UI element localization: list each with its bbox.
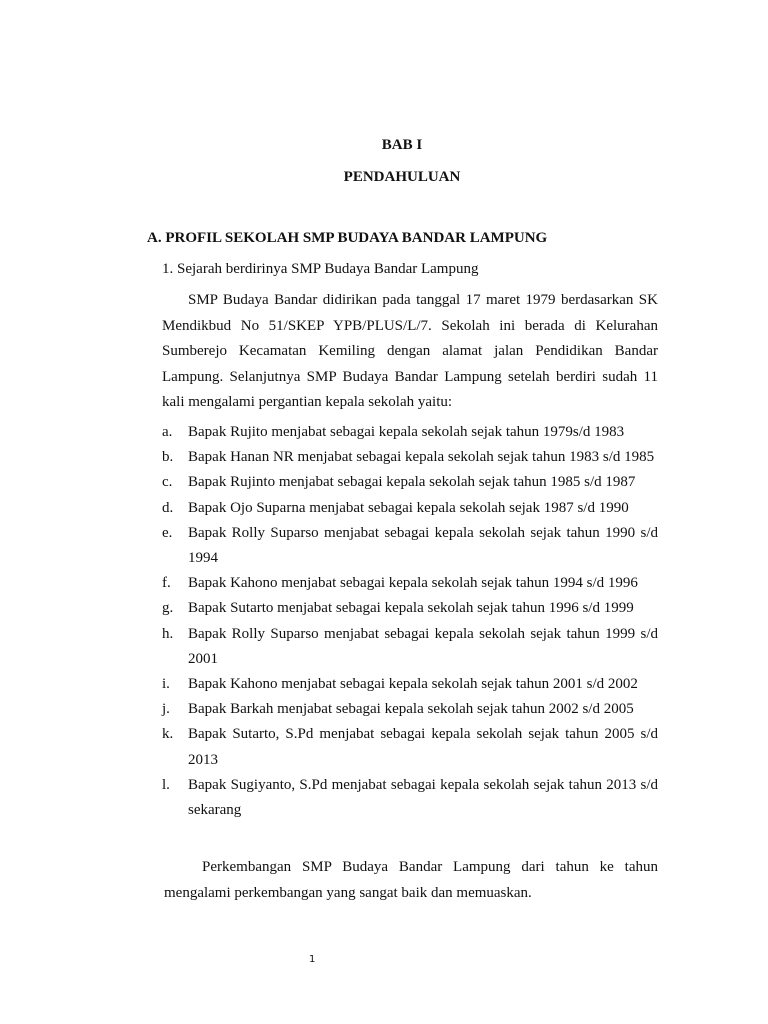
history-paragraph: [162, 288, 658, 416]
list-item: [162, 496, 658, 521]
list-marker: l.: [162, 776, 170, 793]
list-marker: i.: [162, 676, 170, 693]
list-marker: f.: [162, 575, 171, 592]
chapter-title: PENDAHULUAN: [343, 169, 461, 185]
list-item-text: Bapak Rujito menjabat sebagai kepala sekolah sejak tahun 1979s/d 1983: [188, 424, 625, 440]
list-item: [162, 420, 658, 445]
principal-list: [162, 420, 658, 823]
section-heading: A. PROFIL SEKOLAH SMP BUDAYA BANDAR LAMPUNG: [147, 230, 548, 246]
list-item: [162, 596, 658, 621]
list-item: [162, 722, 658, 772]
history-paragraph-text: SMP Budaya Bandar didirikan pada tanggal 17 maret 1979 berdasarkan SK Mendikbud No 51/SKEP YPB/PLUS/L/7. Sekolah ini berada di Kelurahan Sumberejo Kecamatan Kemiling dengan alamat jalan Pendidikan Bandar Lampung. Selanjutnya SMP Budaya Bandar Lampung setelah berdiri sudah 11 kali mengalami pergantian kepala sekolah yaitu:: [162, 292, 658, 410]
page-number: 1: [309, 954, 316, 965]
list-item: [162, 571, 658, 596]
list-item-text: Bapak Rolly Suparso menjabat sebagai kepala sekolah sejak tahun 1999 s/d 2001: [188, 625, 658, 667]
development-paragraph-text: Perkembangan SMP Budaya Bandar Lampung dari tahun ke tahun mengalami perkembangan yang sangat baik dan memuaskan.: [164, 859, 658, 901]
list-item: [162, 470, 658, 495]
list-marker: e.: [162, 524, 173, 541]
list-marker: b.: [162, 449, 174, 466]
development-paragraph: [164, 855, 658, 906]
list-item: [162, 773, 658, 823]
list-marker: h.: [162, 625, 174, 642]
list-marker: d.: [162, 499, 174, 516]
list-item: [162, 672, 658, 697]
subsection-heading: 1. Sejarah berdirinya SMP Budaya Bandar Lampung: [162, 261, 479, 277]
list-marker: a.: [162, 424, 173, 440]
list-item: [162, 622, 658, 672]
list-item-text: Bapak Rujinto menjabat sebagai kepala sekolah sejak tahun 1985 s/d 1987: [188, 474, 636, 491]
list-item-text: Bapak Sugiyanto, S.Pd menjabat sebagai kepala sekolah sejak tahun 2013 s/d sekarang: [188, 776, 658, 819]
list-item-text: Bapak Hanan NR menjabat sebagai kepala sekolah sejak tahun 1983 s/d 1985: [188, 449, 655, 466]
list-marker: k.: [162, 726, 174, 743]
list-item-text: Bapak Kahono menjabat sebagai kepala sekolah sejak tahun 1994 s/d 1996: [188, 575, 638, 592]
list-marker: j.: [162, 701, 170, 718]
list-item: [162, 697, 658, 722]
list-item-text: Bapak Sutarto, S.Pd menjabat sebagai kepala sekolah sejak tahun 2005 s/d 2013: [188, 726, 658, 768]
list-item-text: Bapak Sutarto menjabat sebagai kepala sekolah sejak tahun 1996 s/d 1999: [188, 600, 634, 617]
list-marker: c.: [162, 474, 173, 491]
list-item-text: Bapak Rolly Suparso menjabat sebagai kepala sekolah sejak tahun 1990 s/d 1994: [188, 524, 658, 567]
chapter-number: BAB I: [381, 137, 423, 153]
list-item-text: Bapak Ojo Suparna menjabat sebagai kepala sekolah sejak 1987 s/d 1990: [188, 499, 629, 516]
list-item: [162, 445, 658, 470]
list-item-text: Bapak Kahono menjabat sebagai kepala sekolah sejak tahun 2001 s/d 2002: [188, 676, 638, 693]
list-item-text: Bapak Barkah menjabat sebagai kepala sekolah sejak tahun 2002 s/d 2005: [188, 701, 634, 718]
list-marker: g.: [162, 600, 174, 617]
list-item: [162, 521, 658, 571]
